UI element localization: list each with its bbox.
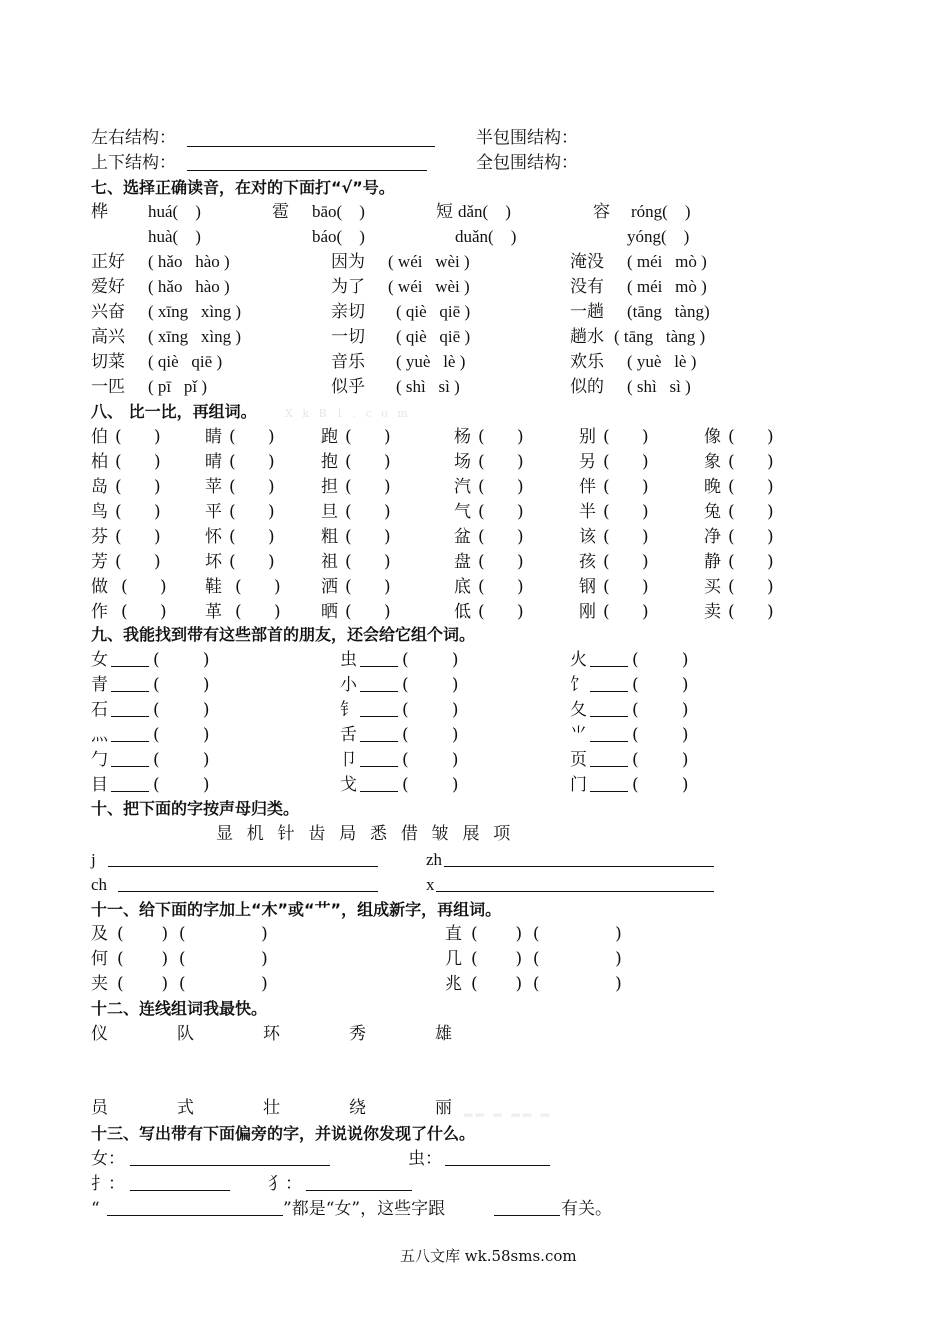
- char-answer-line[interactable]: [111, 791, 149, 792]
- word-blank[interactable]: ( ): [728, 427, 774, 447]
- pinyin-choice[interactable]: ( qiè qiē ): [148, 352, 223, 371]
- compare-char: 做: [91, 577, 108, 597]
- sentence-middle: ”都是“女”，这些字跟: [283, 1199, 446, 1219]
- match-char-bottom[interactable]: 丽: [435, 1098, 452, 1118]
- answer-line-ch[interactable]: [118, 891, 378, 892]
- answer-line-j[interactable]: [108, 866, 378, 867]
- word-blank[interactable]: ( ): [115, 427, 161, 447]
- pinyin-choice[interactable]: ( pī pǐ ): [148, 377, 208, 396]
- char-answer-line[interactable]: [360, 691, 398, 692]
- word: 兴奋: [91, 302, 125, 322]
- word-blank[interactable]: ( ): [603, 427, 649, 447]
- char: 容: [593, 202, 610, 222]
- pinyin-option[interactable]: yóng( ): [627, 227, 690, 246]
- word-blank[interactable]: ( ): [632, 775, 689, 795]
- answer-line-nv[interactable]: [130, 1165, 330, 1166]
- word: 趟水: [570, 327, 604, 347]
- compare-char: 底: [454, 577, 471, 597]
- answer-line-chong[interactable]: [445, 1165, 550, 1166]
- compare-char: 岛: [91, 477, 108, 497]
- char-answer-line[interactable]: [360, 716, 398, 717]
- pinyin-choice[interactable]: ( shì sì ): [396, 377, 460, 396]
- word: 高兴: [91, 327, 125, 347]
- word: 淹没: [570, 252, 604, 272]
- answer-line-quan[interactable]: [306, 1190, 412, 1191]
- word-blank[interactable]: ( ): [728, 577, 774, 597]
- radical: 女: [91, 650, 108, 670]
- word-blank[interactable]: ( ): [478, 602, 524, 622]
- word-blank[interactable]: ( ): [632, 675, 689, 695]
- char: 雹: [272, 202, 289, 222]
- char-answer-line[interactable]: [590, 666, 628, 667]
- word: 因为: [331, 252, 365, 272]
- compare-char: 场: [454, 452, 471, 472]
- pinyin-choice[interactable]: (tāng tàng): [627, 302, 710, 321]
- radical: 卩: [340, 750, 357, 770]
- word: 亲切: [331, 302, 365, 322]
- word-blank[interactable]: ( ): [121, 577, 167, 597]
- char: 短: [436, 202, 453, 222]
- pinyin-choice[interactable]: ( méi mò ): [627, 277, 707, 296]
- word-blank[interactable]: ( ): [345, 477, 391, 497]
- pinyin-option[interactable]: báo( ): [312, 227, 365, 246]
- compare-char: 盘: [454, 552, 471, 572]
- word-blank[interactable]: ( ): [345, 452, 391, 472]
- word-blank[interactable]: ( ): [728, 552, 774, 572]
- word-blank[interactable]: ( ): [121, 602, 167, 622]
- word-blank[interactable]: ( ): [153, 750, 210, 770]
- char-answer-line[interactable]: [360, 766, 398, 767]
- answer-line-left-right[interactable]: [187, 146, 435, 147]
- compare-char: 担: [321, 477, 338, 497]
- pinyin-option[interactable]: róng( ): [631, 202, 691, 221]
- label-shou: 扌：: [91, 1174, 125, 1194]
- compare-char: 抱: [321, 452, 338, 472]
- word-blank[interactable]: ( ): [229, 502, 275, 522]
- compare-char: 汽: [454, 477, 471, 497]
- answer-line-top-bottom[interactable]: [187, 170, 427, 171]
- char-answer-line[interactable]: [360, 741, 398, 742]
- radical: 火: [570, 650, 587, 670]
- compare-char: 革: [205, 602, 222, 622]
- pinyin-option[interactable]: huà( ): [148, 227, 201, 246]
- base-char: 兆: [445, 974, 462, 994]
- word: 一匹: [91, 377, 125, 397]
- word-blank[interactable]: ( ): [632, 650, 689, 670]
- answer-line-shou[interactable]: [130, 1190, 230, 1191]
- word-blank[interactable]: ( ): [728, 477, 774, 497]
- label-nv: 女：: [91, 1149, 125, 1169]
- word-blank[interactable]: ( ): [478, 452, 524, 472]
- compare-char: 别: [579, 427, 596, 447]
- pinyin-choice[interactable]: ( xīng xìng ): [148, 327, 242, 346]
- compare-char: 气: [454, 502, 471, 522]
- word-blank[interactable]: ( ): [402, 775, 459, 795]
- radical: 钅: [340, 700, 357, 720]
- radical: 饣: [570, 675, 587, 695]
- compare-char: 净: [704, 527, 721, 547]
- compare-char: 孩: [579, 552, 596, 572]
- compare-char: 像: [704, 427, 721, 447]
- word-blank[interactable]: ( ): [345, 502, 391, 522]
- pinyin-choice[interactable]: ( wéi wèi ): [388, 252, 470, 271]
- label-left-right: 左右结构：: [91, 128, 176, 148]
- pinyin-choice[interactable]: ( qiè qiē ): [396, 327, 471, 346]
- compare-char: 跑: [321, 427, 338, 447]
- char-answer-line[interactable]: [360, 666, 398, 667]
- label-chong: 虫：: [408, 1149, 442, 1169]
- word-blank[interactable]: ( ): [603, 502, 649, 522]
- compare-char: 鞋: [205, 577, 222, 597]
- radical: 目: [91, 775, 108, 795]
- pinyin-choice[interactable]: ( méi mò ): [627, 252, 707, 271]
- match-char-bottom[interactable]: 壮: [263, 1098, 280, 1118]
- word: 似的: [570, 377, 604, 397]
- radical: 虫: [340, 650, 357, 670]
- base-char: 夹: [91, 974, 108, 994]
- compare-char: 作: [91, 602, 108, 622]
- match-char-top[interactable]: 雄: [435, 1024, 452, 1044]
- answer-line-meaning[interactable]: [494, 1215, 560, 1216]
- label-full-enclosure: 全包围结构：: [476, 153, 578, 173]
- word: 欢乐: [570, 352, 604, 372]
- compare-char: 鸟: [91, 502, 108, 522]
- word-blank[interactable]: ( ): [402, 700, 459, 720]
- compare-char: 象: [704, 452, 721, 472]
- match-char-bottom[interactable]: 式: [177, 1098, 194, 1118]
- match-char-top[interactable]: 仪: [91, 1024, 108, 1044]
- word-blank[interactable]: ( ): [478, 502, 524, 522]
- word-blank[interactable]: ( ): [603, 477, 649, 497]
- char-answer-line[interactable]: [111, 766, 149, 767]
- radical: 小: [340, 675, 357, 695]
- compare-char: 粗: [321, 527, 338, 547]
- label-ch: ch: [91, 875, 108, 894]
- compare-char: 怀: [205, 527, 222, 547]
- compare-char: 晒: [321, 602, 338, 622]
- word-blank[interactable]: ( ): [229, 477, 275, 497]
- word-blank[interactable]: ( ): [115, 502, 161, 522]
- word-blank[interactable]: ( ): [153, 650, 210, 670]
- section-7-title: 七、选择正确读音，在对的下面打“√”号。: [91, 178, 395, 197]
- base-char: 何: [91, 949, 108, 969]
- word-blank[interactable]: ( ): [229, 427, 275, 447]
- pinyin-choice[interactable]: ( yuè lè ): [627, 352, 697, 371]
- word-blank[interactable]: ( ): [235, 602, 281, 622]
- word-blank[interactable]: ( ): [632, 750, 689, 770]
- word-blank[interactable]: ( ): [115, 527, 161, 547]
- char-answer-line[interactable]: [590, 741, 628, 742]
- label-half-enclosure: 半包围结构：: [476, 128, 578, 148]
- new-char-and-word-blank[interactable]: ( ) ( ): [471, 924, 622, 944]
- word-blank[interactable]: ( ): [345, 577, 391, 597]
- word-blank[interactable]: ( ): [728, 527, 774, 547]
- compare-char: 卖: [704, 602, 721, 622]
- compare-char: 晴: [205, 452, 222, 472]
- pinyin-choice[interactable]: ( shì sì ): [627, 377, 691, 396]
- pinyin-choice[interactable]: ( hǎo hào ): [148, 252, 230, 271]
- radical: ⺌: [570, 725, 587, 745]
- word-blank[interactable]: ( ): [402, 725, 459, 745]
- section-8-title: 八、 比一比，再组词。: [91, 402, 257, 421]
- compare-char: 该: [579, 527, 596, 547]
- section-10-title: 十、把下面的字按声母归类。: [91, 799, 300, 818]
- compare-char: 晚: [704, 477, 721, 497]
- compare-char: 刚: [579, 602, 596, 622]
- radical: 青: [91, 675, 108, 695]
- section-12-title: 十二、连线组词我最快。: [91, 999, 268, 1018]
- match-char-bottom[interactable]: 绕: [349, 1098, 366, 1118]
- compare-char: 静: [704, 552, 721, 572]
- label-x: x: [426, 875, 435, 894]
- word-blank[interactable]: ( ): [478, 427, 524, 447]
- compare-char: 半: [579, 502, 596, 522]
- pinyin-choice[interactable]: ( hǎo hào ): [148, 277, 230, 296]
- word: 一切: [331, 327, 365, 347]
- char-answer-line[interactable]: [111, 741, 149, 742]
- base-char: 直: [445, 924, 462, 944]
- word-blank[interactable]: ( ): [478, 552, 524, 572]
- pinyin-choice[interactable]: ( wéi wèi ): [388, 277, 470, 296]
- char-answer-line[interactable]: [111, 666, 149, 667]
- char-answer-line[interactable]: [590, 766, 628, 767]
- pinyin-choice[interactable]: ( tāng tàng ): [614, 327, 706, 346]
- pinyin-choice[interactable]: ( xīng xìng ): [148, 302, 242, 321]
- section-9-title: 九、我能找到带有这些部首的朋友，还会给它组个词。: [91, 625, 476, 644]
- word-blank[interactable]: ( ): [345, 527, 391, 547]
- word-blank[interactable]: ( ): [478, 477, 524, 497]
- word-blank[interactable]: ( ): [603, 577, 649, 597]
- compare-char: 伴: [579, 477, 596, 497]
- answer-line-chars[interactable]: [107, 1215, 283, 1216]
- word: 一趟: [570, 302, 604, 322]
- compare-char: 柏: [91, 452, 108, 472]
- word-blank[interactable]: ( ): [345, 427, 391, 447]
- compare-char: 伯: [91, 427, 108, 447]
- word: 正好: [91, 252, 125, 272]
- word-blank[interactable]: ( ): [728, 452, 774, 472]
- word-blank[interactable]: ( ): [153, 725, 210, 745]
- word-blank[interactable]: ( ): [115, 452, 161, 472]
- new-char-and-word-blank[interactable]: ( ) ( ): [117, 974, 268, 994]
- char-answer-line[interactable]: [111, 716, 149, 717]
- footer-source: 五八文库 wk.58sms.com: [400, 1247, 577, 1265]
- word-blank[interactable]: ( ): [345, 552, 391, 572]
- compare-char: 兔: [704, 502, 721, 522]
- char-answer-line[interactable]: [590, 691, 628, 692]
- match-char-top[interactable]: 环: [263, 1024, 280, 1044]
- label-quan: 犭：: [268, 1174, 302, 1194]
- word-blank[interactable]: ( ): [402, 750, 459, 770]
- base-char: 几: [445, 949, 462, 969]
- char: 桦: [91, 202, 108, 222]
- radical: 勹: [91, 750, 108, 770]
- word-blank[interactable]: ( ): [153, 675, 210, 695]
- new-char-and-word-blank[interactable]: ( ) ( ): [117, 924, 268, 944]
- radical: 戈: [340, 775, 357, 795]
- char-answer-line[interactable]: [111, 691, 149, 692]
- compare-char: 旦: [321, 502, 338, 522]
- word: 为了: [331, 277, 365, 297]
- new-char-and-word-blank[interactable]: ( ) ( ): [471, 974, 622, 994]
- pinyin-option[interactable]: dǎn( ): [458, 202, 511, 221]
- faint-watermark: ▂▂ ▂ ▂▂ ▂: [464, 1104, 553, 1117]
- label-j: j: [91, 850, 96, 869]
- word-blank[interactable]: ( ): [153, 775, 210, 795]
- section-13-title: 十三、写出带有下面偏旁的字，并说说你发现了什么。: [91, 1124, 476, 1143]
- word-blank[interactable]: ( ): [603, 602, 649, 622]
- radical: 石: [91, 700, 108, 720]
- compare-char: 睛: [205, 427, 222, 447]
- compare-char: 平: [205, 502, 222, 522]
- word-blank[interactable]: ( ): [402, 675, 459, 695]
- match-char-top[interactable]: 队: [177, 1024, 194, 1044]
- radical: 夂: [570, 700, 587, 720]
- word: 音乐: [331, 352, 365, 372]
- compare-char: 苹: [205, 477, 222, 497]
- radical: 门: [570, 775, 587, 795]
- word: 没有: [570, 277, 604, 297]
- compare-char: 芳: [91, 552, 108, 572]
- match-char-top[interactable]: 秀: [349, 1024, 366, 1044]
- label-zh: zh: [426, 850, 443, 869]
- compare-char: 另: [579, 452, 596, 472]
- label-top-bottom: 上下结构：: [91, 153, 176, 173]
- answer-line-zh[interactable]: [444, 866, 714, 867]
- compare-char: 钢: [579, 577, 596, 597]
- char-answer-line[interactable]: [360, 791, 398, 792]
- word-blank[interactable]: ( ): [603, 552, 649, 572]
- compare-char: 祖: [321, 552, 338, 572]
- word: 爱好: [91, 277, 125, 297]
- word-blank[interactable]: ( ): [632, 725, 689, 745]
- compare-char: 盆: [454, 527, 471, 547]
- word-blank[interactable]: ( ): [229, 552, 275, 572]
- watermark: X k B 1 . c o m: [285, 407, 411, 420]
- radical: 页: [570, 750, 587, 770]
- answer-line-x[interactable]: [436, 891, 714, 892]
- word-blank[interactable]: ( ): [115, 552, 161, 572]
- word-blank[interactable]: ( ): [229, 527, 275, 547]
- char-answer-line[interactable]: [590, 791, 628, 792]
- pinyin-option[interactable]: bāo( ): [312, 202, 365, 221]
- chars-to-sort: 显 机 针 齿 局 悉 借 皱 展 项: [216, 824, 512, 844]
- word: 似乎: [331, 377, 365, 397]
- word-blank[interactable]: ( ): [402, 650, 459, 670]
- pinyin-option[interactable]: huá( ): [148, 202, 201, 221]
- word-blank[interactable]: ( ): [153, 700, 210, 720]
- pinyin-option[interactable]: duǎn( ): [455, 227, 517, 246]
- radical: 舌: [340, 725, 357, 745]
- compare-char: 买: [704, 577, 721, 597]
- char-answer-line[interactable]: [590, 716, 628, 717]
- new-char-and-word-blank[interactable]: ( ) ( ): [471, 949, 622, 969]
- word-blank[interactable]: ( ): [603, 527, 649, 547]
- word: 切菜: [91, 352, 125, 372]
- word-blank[interactable]: ( ): [728, 602, 774, 622]
- word-blank[interactable]: ( ): [235, 577, 281, 597]
- new-char-and-word-blank[interactable]: ( ) ( ): [117, 949, 268, 969]
- word-blank[interactable]: ( ): [728, 502, 774, 522]
- quote-open: “: [91, 1199, 100, 1219]
- word-blank[interactable]: ( ): [478, 527, 524, 547]
- match-char-bottom[interactable]: 员: [91, 1098, 108, 1118]
- base-char: 及: [91, 924, 108, 944]
- word-blank[interactable]: ( ): [632, 700, 689, 720]
- pinyin-choice[interactable]: ( yuè lè ): [396, 352, 466, 371]
- word-blank[interactable]: ( ): [229, 452, 275, 472]
- sentence-end: 有关。: [561, 1199, 612, 1219]
- section-11-title: 十一、给下面的字加上“木”或“艹”，组成新字，再组词。: [91, 900, 502, 919]
- word-blank[interactable]: ( ): [115, 477, 161, 497]
- pinyin-choice[interactable]: ( qiè qiē ): [396, 302, 471, 321]
- word-blank[interactable]: ( ): [603, 452, 649, 472]
- compare-char: 芬: [91, 527, 108, 547]
- compare-char: 杨: [454, 427, 471, 447]
- compare-char: 坏: [205, 552, 222, 572]
- radical: 灬: [91, 725, 108, 745]
- word-blank[interactable]: ( ): [345, 602, 391, 622]
- compare-char: 洒: [321, 577, 338, 597]
- compare-char: 低: [454, 602, 471, 622]
- word-blank[interactable]: ( ): [478, 577, 524, 597]
